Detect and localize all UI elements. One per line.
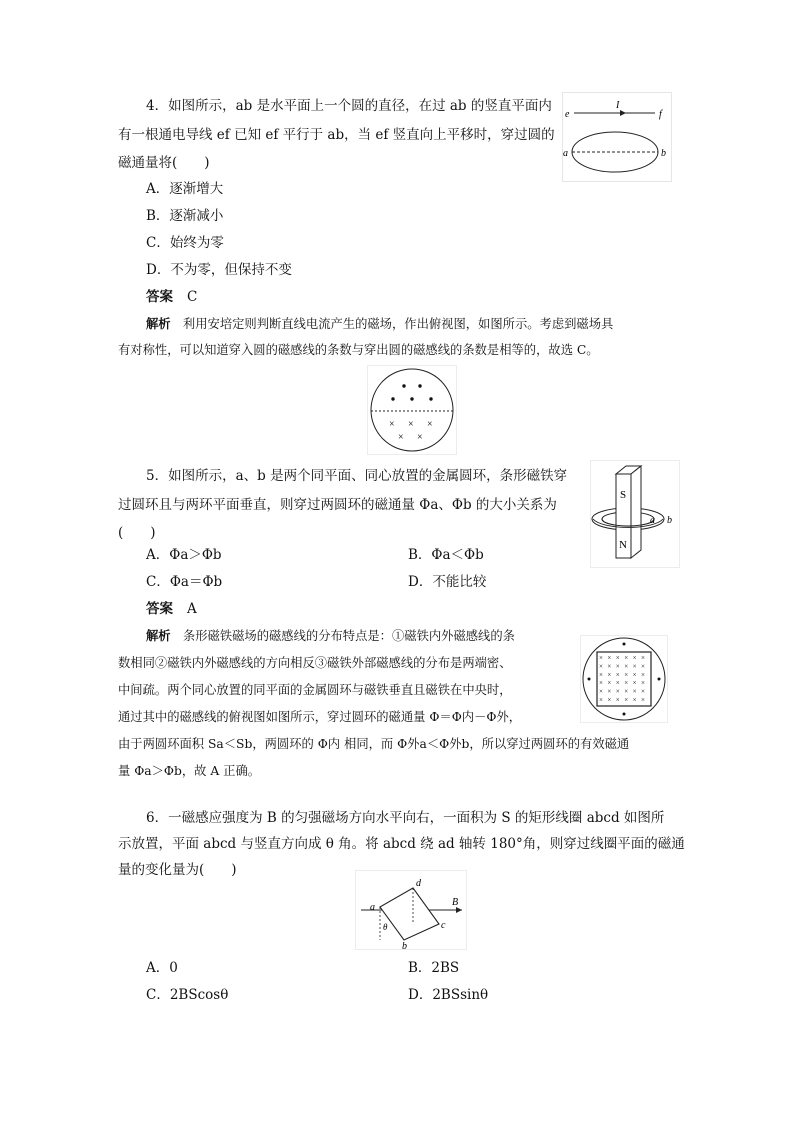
q5-analysis-line3: 中间疏。两个同心放置的同平面的金属圆环与磁铁垂直且磁铁在中央时， xyxy=(118,683,512,697)
field-cross: × xyxy=(641,670,645,679)
q4-figure-wire-circle xyxy=(562,92,672,182)
analysis-label: 解析 xyxy=(146,628,171,643)
q4-option-d[interactable]: D．不为零，但保持不变 xyxy=(146,262,292,278)
field-cross: × xyxy=(641,687,645,696)
field-cross: × xyxy=(632,679,637,688)
q6-figure-loop xyxy=(355,870,467,950)
field-cross: × xyxy=(607,687,612,696)
svg-text:×: × xyxy=(427,419,433,430)
field-cross: × xyxy=(607,662,612,671)
q6-stem-line1: 6．一磁感应强度为 B 的匀强磁场方向水平向右，一面积为 S 的矩形线圈 abcd 如图所 xyxy=(146,810,665,826)
svg-text:×: × xyxy=(389,419,395,430)
q5-option-c[interactable]: C．Φa＝Φb xyxy=(146,574,223,590)
q4-label-e: e xyxy=(565,109,570,120)
field-cross: × xyxy=(607,679,612,688)
q5-answer xyxy=(146,599,197,619)
answer-value: A xyxy=(187,601,197,617)
field-cross: × xyxy=(599,670,603,679)
field-cross: × xyxy=(599,654,603,662)
svg-text:×: × xyxy=(398,432,404,443)
field-cross: × xyxy=(624,662,629,671)
field-cross: × xyxy=(599,679,603,688)
q6-label-theta: θ xyxy=(383,922,388,932)
q5-analysis-line1: 解析 条形磁铁磁场的磁感线的分布特点是：①磁铁内外磁感线的条 xyxy=(146,628,515,643)
analysis-label: 解析 xyxy=(146,316,171,331)
q5-analysis-line4: 通过其中的磁感线的俯视图如图所示，穿过圆环的磁通量 Φ＝Φ内－Φ外， xyxy=(118,710,522,724)
field-cross: × xyxy=(615,670,620,679)
field-cross: × xyxy=(624,679,629,688)
q5-stem-line1: 5．如图所示，a、b 是两个同平面、同心放置的金属圆环，条形磁铁穿 xyxy=(146,468,568,484)
q5-analysis-line5: 由于两圆环面积 Sa＜Sb，两圆环的 Φ内 相同，而 Φ外a＜Φ外b，所以穿过两圆环的有效磁通 xyxy=(118,737,630,751)
q4-label-b: b xyxy=(661,148,666,159)
q5-option-b[interactable]: B．Φa＜Φb xyxy=(408,547,484,563)
field-cross: × xyxy=(599,662,603,671)
field-cross: × xyxy=(615,679,620,688)
field-cross: × xyxy=(632,670,637,679)
q4-stem-line3: 磁通量将( ) xyxy=(118,155,210,171)
q4-label-I: I xyxy=(616,100,620,111)
field-cross: × xyxy=(599,696,603,704)
q5-label-S: S xyxy=(620,489,627,501)
field-cross: × xyxy=(632,654,637,662)
field-cross: × xyxy=(615,687,620,696)
field-cross: × xyxy=(632,687,637,696)
q6-label-d: d xyxy=(416,878,421,889)
field-cross: × xyxy=(624,696,629,704)
q5-option-a[interactable]: A．Φa＞Φb xyxy=(146,547,222,563)
q5-label-N: N xyxy=(619,539,627,551)
q6-option-c[interactable]: C．2BScosθ xyxy=(146,987,229,1003)
question-5 xyxy=(0,440,794,790)
field-cross: × xyxy=(615,662,620,671)
q6-label-b: b xyxy=(402,941,407,950)
q4-label-f: f xyxy=(659,109,662,120)
field-cross: × xyxy=(624,654,629,662)
q4-stem-line1: 4．如图所示，ab 是水平面上一个圆的直径，在过 ab 的竖直平面内 xyxy=(146,98,552,114)
q5-stem-line3: ( ) xyxy=(118,525,156,541)
q6-label-B: B xyxy=(452,897,459,908)
svg-text:×: × xyxy=(417,432,423,443)
q4-option-a[interactable]: A．逐渐增大 xyxy=(146,181,224,197)
answer-label: 答案 xyxy=(146,601,173,617)
field-cross: × xyxy=(599,687,603,696)
field-cross: × xyxy=(615,654,620,662)
field-cross: × xyxy=(624,670,629,679)
field-cross: × xyxy=(641,662,645,671)
field-cross: × xyxy=(632,662,637,671)
q6-stem-line2: 示放置，平面 abcd 与竖直方向成 θ 角。将 abcd 绕 ad 轴转 180°角，则穿过线圈平面的磁通 xyxy=(118,836,685,852)
q5-label-a: a xyxy=(650,515,655,526)
q5-figure-bar-magnet xyxy=(590,460,680,568)
q6-option-d[interactable]: D．2BSsinθ xyxy=(408,987,489,1003)
q4-answer xyxy=(146,287,197,307)
q4-analysis-line1: 解析 利用安培定则判断直线电流产生的磁场，作出俯视图，如图所示。考虑到磁场具 xyxy=(146,316,614,331)
question-4 xyxy=(0,0,794,443)
q5-stem-line2: 过圆环且与两环平面垂直，则穿过两圆环的磁通量 Φa、Φb 的大小关系为 xyxy=(118,497,557,513)
q4-option-c[interactable]: C．始终为零 xyxy=(146,235,224,251)
q4-label-a: a xyxy=(563,148,568,159)
q5-analysis-line2: 数相同②磁铁内外磁感线的方向相反③磁铁外部磁感线的分布是两端密、 xyxy=(118,656,512,670)
q6-label-c: c xyxy=(441,920,446,931)
answer-value: C xyxy=(187,289,198,305)
q6-stem-line3: 量的变化量为( ) xyxy=(118,862,237,878)
answer-label: 答案 xyxy=(146,289,173,305)
q6-label-a: a xyxy=(370,902,375,913)
q5-label-b: b xyxy=(667,515,672,526)
field-cross: × xyxy=(607,654,612,662)
field-cross: × xyxy=(641,696,645,704)
q5-option-d[interactable]: D．不能比较 xyxy=(408,574,487,590)
field-cross: × xyxy=(632,696,637,704)
field-cross: × xyxy=(641,654,645,662)
q4-analysis-line2: 有对称性，可以知道穿入圆的磁感线的条数与穿出圆的磁感线的条数是相等的，故选 C。 xyxy=(118,343,599,357)
field-cross: × xyxy=(641,679,645,688)
field-cross: × xyxy=(615,696,620,704)
q6-option-b[interactable]: B．2BS xyxy=(408,960,460,976)
field-cross: × xyxy=(607,696,612,704)
field-cross: × xyxy=(624,687,629,696)
question-6 xyxy=(0,800,794,1123)
svg-text:×: × xyxy=(408,419,414,430)
q5-analysis-line6: 量 Φa＞Φb，故 A 正确。 xyxy=(118,764,261,778)
field-cross: × xyxy=(607,670,612,679)
q5-figure-top-view xyxy=(580,635,668,723)
q4-option-b[interactable]: B．逐渐减小 xyxy=(146,208,224,224)
q6-option-a[interactable]: A．0 xyxy=(146,960,178,976)
q4-stem-line2: 有一根通电导线 ef 已知 ef 平行于 ab，当 ef 竖直向上平移时，穿过圆的 xyxy=(118,127,555,143)
